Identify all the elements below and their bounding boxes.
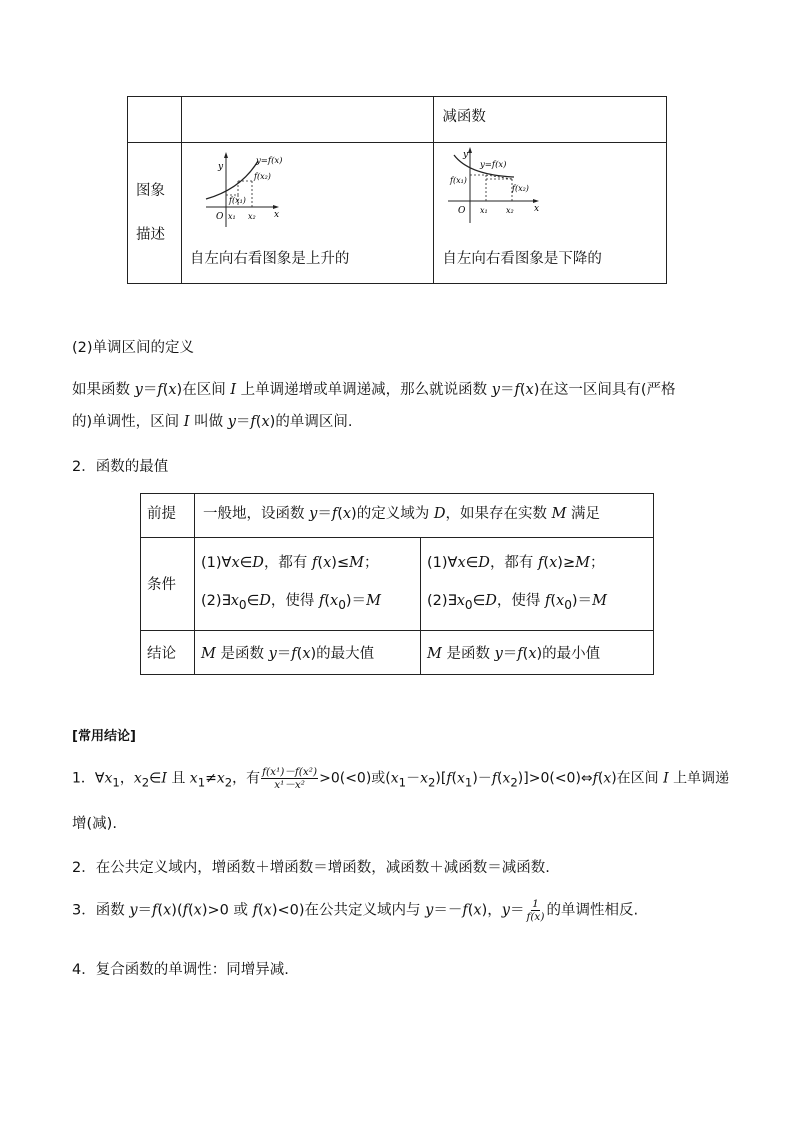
subscript: 2 — [428, 775, 436, 790]
interval-paragraph-line2 — [72, 410, 352, 431]
text: ＝ — [317, 506, 332, 522]
var: x — [168, 382, 177, 398]
text: )≤ — [331, 555, 350, 571]
subscript: 0 — [464, 597, 473, 612]
var: I — [183, 414, 190, 430]
min-condition-2 — [427, 582, 647, 624]
text: ( — [467, 902, 474, 919]
text: (2)∃ — [427, 593, 457, 609]
text: ( — [522, 645, 529, 662]
var: M — [551, 506, 567, 522]
var: x — [330, 593, 339, 609]
var: M — [575, 555, 590, 571]
decreasing-graph-cell — [434, 143, 667, 284]
text: 1．∀ — [72, 770, 105, 787]
difference-quotient-fraction — [261, 766, 318, 791]
conclusion-label-cell — [141, 630, 195, 674]
extrema-heading: 2．函数的最值 — [72, 459, 169, 475]
text: ( — [497, 770, 503, 787]
var: f — [491, 770, 497, 787]
text: )[ — [435, 770, 447, 787]
subscript: 0 — [238, 597, 247, 612]
curve-label: y=f(x) — [480, 160, 507, 170]
text: (1)∀ — [427, 555, 458, 571]
max-condition-1 — [201, 544, 414, 582]
text: )－ — [472, 770, 492, 787]
var: M — [592, 593, 607, 609]
origin-label: O — [458, 206, 466, 216]
var: x — [133, 770, 142, 787]
decreasing-description: 自左向右看图象是下降的 — [442, 251, 602, 267]
text: ，都有 — [263, 555, 313, 571]
var: f — [462, 902, 468, 919]
var: x — [302, 645, 311, 662]
var: y — [227, 414, 236, 430]
subscript: 2 — [510, 775, 518, 790]
decreasing-function-graph — [444, 145, 554, 225]
condition-label-cell — [141, 538, 195, 631]
var: x — [502, 770, 511, 787]
var: D — [478, 555, 490, 571]
text: 满足 — [566, 506, 601, 522]
text: ∈ — [465, 555, 479, 571]
var: y — [309, 506, 318, 522]
conclusion-item-1-line2: 增(减). — [72, 816, 117, 832]
table1-header-right — [434, 97, 667, 143]
text: 且 — [166, 770, 190, 787]
subscript: 0 — [564, 597, 572, 612]
text: 是函数 — [215, 645, 269, 662]
var: y — [134, 382, 143, 398]
x2-label: x₂ — [247, 212, 256, 221]
fx1-label: f(x₁) — [228, 196, 246, 205]
text: )<0)在公共定义域内与 — [271, 902, 426, 919]
var: x — [549, 555, 558, 571]
var: y — [491, 382, 500, 398]
var: f — [157, 382, 163, 398]
fx2-label: f(x₂) — [253, 172, 271, 181]
var: x — [193, 902, 202, 919]
var: x — [231, 555, 240, 571]
var: f — [592, 770, 598, 787]
reciprocal-fraction — [525, 898, 545, 923]
x-axis-label: x — [273, 210, 279, 220]
numerator: f(x¹)－f(x²) — [262, 766, 318, 778]
conclusion-item-4: 4．复合函数的单调性：同增异减. — [72, 962, 289, 978]
text: )≥ — [557, 555, 576, 571]
var: x — [104, 770, 113, 787]
var: D — [252, 555, 264, 571]
text: 上单调递增或单调递减，那么就说函数 — [236, 382, 492, 398]
var: f — [182, 902, 188, 919]
var: x — [420, 770, 428, 787]
var: f — [291, 645, 297, 662]
var: x — [525, 382, 534, 398]
curve-label: y=f(x) — [255, 156, 283, 166]
var: D — [259, 593, 271, 609]
var: x — [528, 645, 537, 662]
numerator: 1 — [532, 898, 539, 910]
premise-label-cell — [141, 494, 195, 538]
text: (1)∀ — [201, 555, 232, 571]
subscript: 2 — [141, 775, 150, 790]
y-axis-label: y — [217, 162, 224, 172]
x1-label: x₁ — [227, 212, 236, 221]
text: ， — [119, 770, 134, 787]
text: ( — [451, 770, 458, 787]
text: >0(<0)或( — [319, 770, 391, 787]
var: I — [230, 382, 237, 398]
text: )， — [481, 902, 502, 919]
var: x — [189, 770, 198, 787]
text: ＝ — [499, 382, 515, 398]
text: ( — [324, 593, 331, 609]
var: x — [216, 770, 225, 787]
max-condition-2 — [201, 582, 414, 624]
x1-label: x₁ — [480, 206, 489, 215]
var: D — [433, 506, 446, 522]
var: M — [366, 593, 381, 609]
var: f — [250, 414, 256, 430]
min-condition-1 — [427, 544, 647, 582]
premise-label: 前提 — [147, 506, 176, 522]
var: f — [252, 902, 258, 919]
text: ( — [257, 902, 264, 919]
text: ( — [187, 902, 194, 919]
text: )在区间 — [176, 382, 231, 398]
text: ＝ — [235, 414, 251, 430]
var: x — [261, 414, 270, 430]
text: ，使得 — [270, 593, 319, 609]
var: x — [457, 770, 465, 787]
text: 的单调性相反. — [546, 902, 639, 919]
fx2-label: f(x₂) — [512, 184, 530, 193]
text: 上单调递 — [668, 770, 730, 787]
text: (2)∃ — [201, 593, 231, 609]
max-condition-cell — [195, 538, 421, 631]
var: y — [129, 902, 138, 919]
text: ( — [543, 555, 550, 571]
text: )( — [171, 902, 183, 919]
text: )在区间 — [611, 770, 664, 787]
var: x — [556, 593, 565, 609]
var: x — [263, 902, 272, 919]
text: 如果函数 — [72, 382, 135, 398]
var: M — [349, 555, 364, 571]
text: ∈ — [246, 593, 260, 609]
min-conclusion-cell — [421, 630, 654, 674]
var: x — [163, 902, 172, 919]
text: ＝ — [142, 382, 158, 398]
x2-label: x₂ — [506, 206, 515, 215]
var: M — [427, 645, 442, 662]
text: ( — [550, 593, 557, 609]
var: f — [514, 382, 520, 398]
var: x — [603, 770, 612, 787]
subscript: 1 — [112, 775, 120, 790]
text: ＝－ — [433, 902, 463, 919]
var: f — [544, 593, 551, 609]
var: x — [323, 555, 332, 571]
text: ＝ — [502, 645, 518, 662]
var: x — [457, 555, 466, 571]
text: )的定义域为 — [351, 506, 434, 522]
text: 3．函数 — [72, 902, 130, 919]
text: ( — [162, 382, 169, 398]
increasing-graph-cell — [181, 143, 433, 284]
var: f — [318, 593, 325, 609]
text: )＝ — [571, 593, 593, 609]
text: )的最小值 — [536, 645, 601, 662]
text: )]>0(<0)⇔ — [517, 770, 593, 787]
var: f — [152, 902, 158, 919]
text: ∈ — [472, 593, 486, 609]
text: )>0 或 — [201, 902, 253, 919]
subscript: 1 — [464, 775, 473, 790]
var: x — [230, 593, 239, 609]
subscript: 2 — [224, 775, 233, 790]
conclusion-item-1 — [72, 766, 729, 791]
text: ，使得 — [496, 593, 545, 609]
text: ∈ — [239, 555, 253, 571]
var: y — [494, 645, 503, 662]
text: － — [406, 770, 421, 787]
increasing-description: 自左向右看图象是上升的 — [189, 251, 350, 267]
conclusion-label: 结论 — [147, 645, 176, 662]
var: M — [201, 645, 216, 662]
max-conclusion-cell — [195, 630, 421, 674]
var: y — [425, 902, 434, 919]
conclusion-item-3 — [72, 898, 638, 923]
table1-header-left — [181, 97, 433, 143]
text: ＝ — [276, 645, 292, 662]
text: ( — [296, 645, 303, 662]
monotonic-function-table — [127, 96, 667, 284]
var: x — [342, 506, 352, 522]
text: ∈ — [149, 770, 162, 787]
var: I — [161, 770, 167, 787]
fx1-label: f(x₁) — [450, 176, 468, 185]
text: ＝ — [509, 902, 525, 919]
text: ( — [337, 506, 343, 522]
subscript: 0 — [338, 597, 346, 612]
text: ( — [255, 414, 262, 430]
text: ，都有 — [489, 555, 539, 571]
text: )＝ — [345, 593, 367, 609]
var: f — [538, 555, 544, 571]
text: ( — [597, 770, 604, 787]
text: 一般地，设函数 — [203, 506, 310, 522]
conclusions-heading: [常用结论] — [72, 729, 136, 744]
conclusion-item-2: 2．在公共定义域内，增函数＋增函数＝增函数，减函数＋减函数＝减函数. — [72, 860, 550, 876]
text: )在这一区间具有(严格 — [533, 382, 676, 398]
text: ，有 — [232, 770, 261, 787]
text: 的)单调性，区间 — [72, 414, 184, 430]
var: f — [446, 770, 452, 787]
var: I — [663, 770, 669, 787]
interval-paragraph-line1 — [72, 378, 676, 399]
text: ； — [589, 555, 605, 571]
text: 叫做 — [189, 414, 228, 430]
denominator: x¹－x² — [274, 779, 306, 791]
text: 是函数 — [441, 645, 495, 662]
x-axis-label: x — [534, 204, 540, 214]
var: y — [268, 645, 277, 662]
var: y — [501, 902, 510, 919]
text: ( — [157, 902, 164, 919]
var: x — [390, 770, 399, 787]
var: x — [473, 902, 482, 919]
premise-content-cell — [195, 494, 654, 538]
extrema-table — [140, 493, 654, 675]
text: ( — [317, 555, 324, 571]
text: )的最大值 — [310, 645, 375, 662]
var: f — [331, 506, 338, 522]
var: D — [485, 593, 497, 609]
denominator: f(x) — [526, 911, 545, 923]
min-condition-cell — [421, 538, 654, 631]
condition-label: 条件 — [147, 577, 176, 594]
text: )的单调区间. — [269, 414, 353, 430]
table1-row-label — [128, 143, 182, 284]
subscript: 1 — [398, 775, 407, 790]
var: f — [517, 645, 523, 662]
row-label-image: 图象 — [136, 183, 165, 199]
text: ＝ — [137, 902, 153, 919]
decreasing-function-header: 减函数 — [442, 109, 486, 125]
text: ( — [519, 382, 526, 398]
text: ； — [363, 555, 379, 571]
table1-corner-cell — [128, 97, 182, 143]
text: ，如果存在实数 — [445, 506, 552, 522]
subscript: 1 — [197, 775, 206, 790]
var: x — [456, 593, 465, 609]
increasing-function-graph — [196, 149, 306, 229]
origin-label: O — [215, 212, 224, 222]
text: ≠ — [205, 770, 217, 787]
row-label-description: 描述 — [136, 227, 165, 243]
var: f — [312, 555, 318, 571]
interval-heading: (2)单调区间的定义 — [72, 340, 195, 356]
y-axis-label: y — [463, 150, 469, 160]
